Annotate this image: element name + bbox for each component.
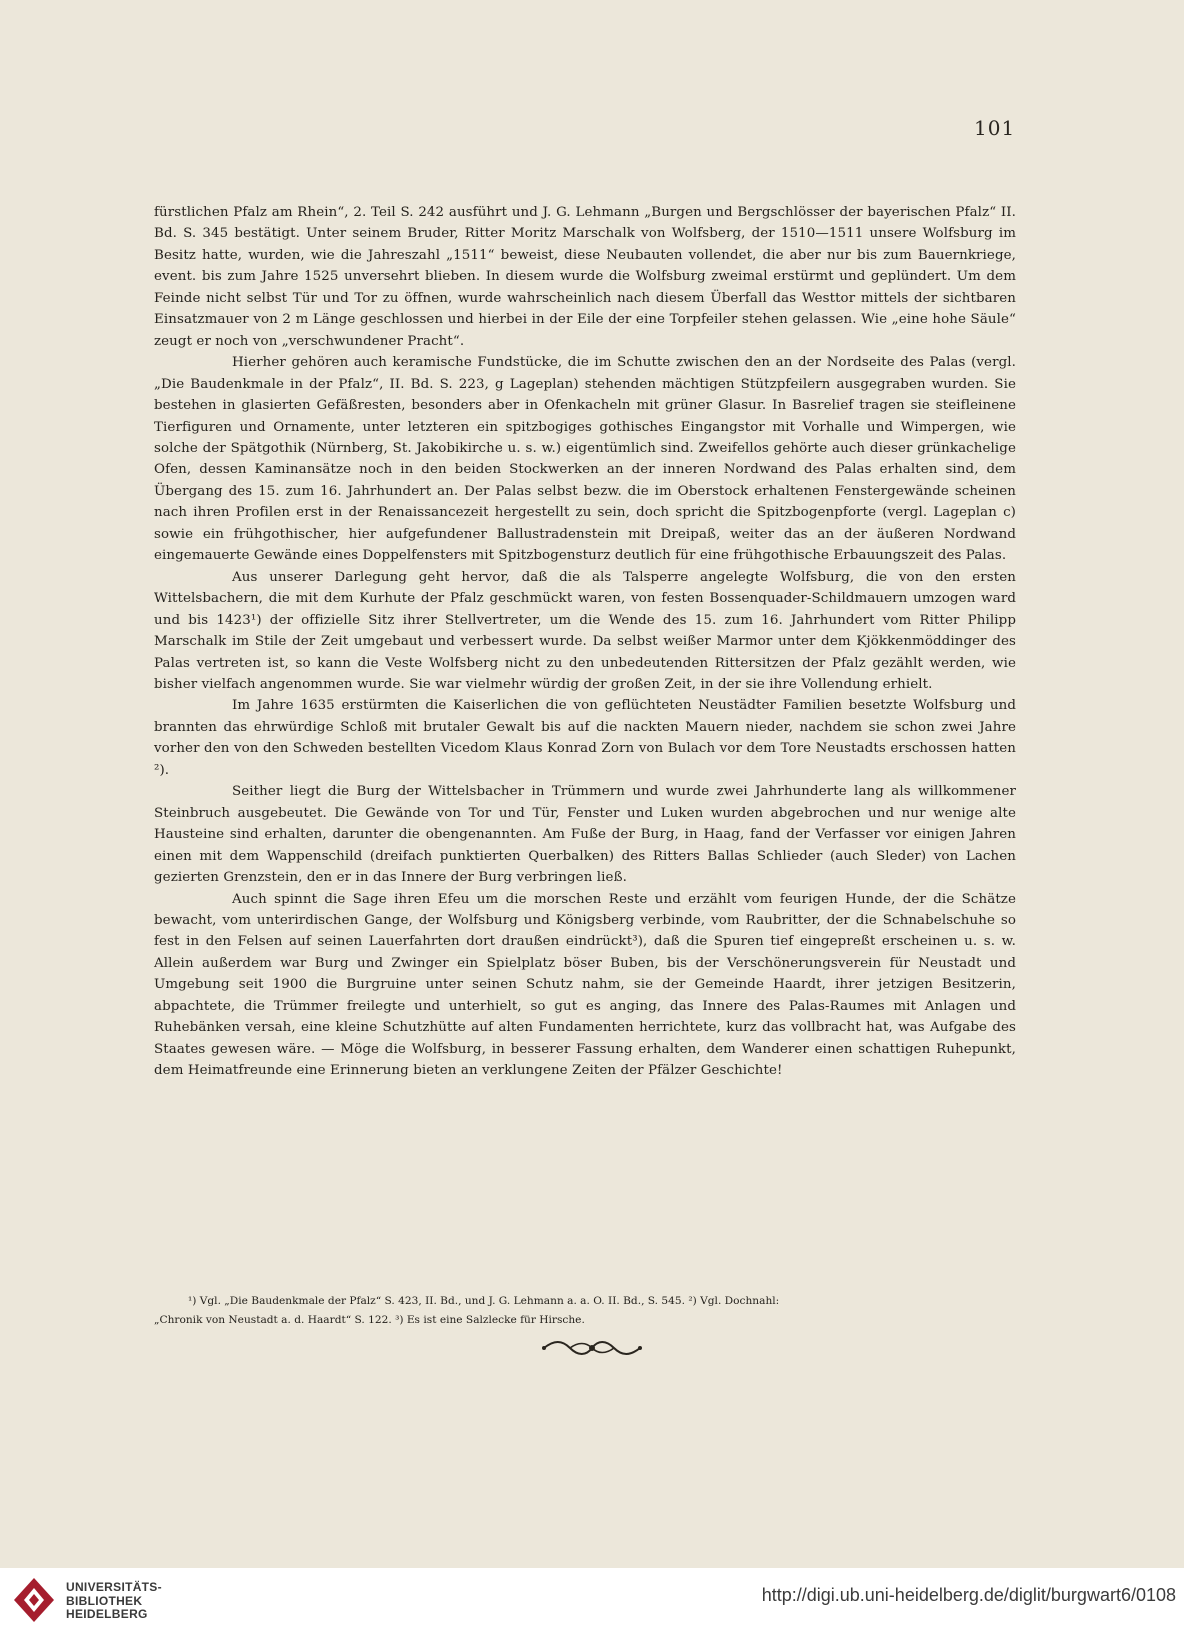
paragraph-3: Aus unserer Darlegung geht hervor, daß die als Talsperre angelegte Wolfsburg, die von den ersten Wittelsbachern, die mit dem Kurhute der Pfalz geschmückt waren, von festen Bossenquader-Schildmauern umzogen ward und bis 1423¹) der offizielle Sitz ihrer Stellvertreter, um die Wende des 15. zum 16. Jahrhundert vom Ritter Philipp Marschalk im Stile der Zeit umgebaut und verbessert wurde. Da selbst weißer Marmor unter dem Kjökkenmöddinger des Palas vertreten ist, so kann die Veste Wolfsberg nicht zu den unbedeutenden Rittersitzen der Pfalz gezählt werden, wie bisher vielfach angenommen wurde. Sie war vielmehr würdig der großen Zeit, in der sie ihre Vollendung erhielt. [154, 569, 1016, 692]
footnotes [154, 1292, 1016, 1330]
end-ornament-icon [540, 1339, 644, 1357]
library-name-line-3: HEIDELBERG [66, 1607, 148, 1621]
library-name-line-2: BIBLIOTHEK [66, 1593, 143, 1608]
paragraph-1: fürstlichen Pfalz am Rhein“, 2. Teil S. 242 ausführt und J. G. Lehmann „Burgen und Bergschlösser der bayerischen Pfalz“ II. Bd. S. 345 bestätigt. Unter seinem Bruder, Ritter Moritz Marschalk von Wolfsberg, der 1510—1511 unsere Wolfsburg im Besitz hatte, wurden, wie die Jahreszahl „1511“ beweist, diese Neubauten vollendet, die aber nur bis zum Bauernkriege, event. bis zum Jahre 1525 unversehrt blieben. In diesem wurde die Wolfsburg zweimal erstürmt und geplündert. Um dem Feinde nicht selbst Tür und Tor zu öffnen, wurde wahrscheinlich nach diesem Überfall das Westtor mittels der sichtbaren Einsatzmauer von 2 m Länge geschlossen und hierbei in der Eile der eine Torpfeiler stehen gelassen. Wie „eine hohe Säule“ zeugt er noch von „verschwundener Pracht“. [154, 205, 1016, 349]
paragraph-4: Im Jahre 1635 erstürmten die Kaiserlichen die von geflüchteten Neustädter Familien besetzte Wolfsburg und brannten das ehrwürdige Schloß mit brutaler Gewalt bis auf die nackten Mauern nieder, nachdem sie schon zwei Jahre vorher den von den Schweden bestellten Vicedom Klaus Konrad Zorn von Bulach vor dem Tore Neustadts erschossen hatten ²). [154, 698, 1016, 778]
library-logo-icon [8, 1574, 60, 1626]
library-name [66, 1581, 162, 1622]
paragraph-6: Auch spinnt die Sage ihren Efeu um die morschen Reste und erzählt vom feurigen Hunde, der die Schätze bewacht, vom unterirdischen Gange, der Wolfsburg und Königsberg verbinde, vom Raubritter, der die Schnabelschuhe so fest in den Felsen auf seinen Lauerfahrten dort draußen eindrückt³), daß die Spuren tief eingepreßt erscheinen u. s. w. Allein außerdem war Burg und Zwinger ein Spielplatz böser Buben, bis der Verschönerungsverein für Neustadt und Umgebung seit 1900 die Burgruine unter seinen Schutz nahm, sie der Gemeinde Haardt, ihrer jetzigen Besitzerin, abpachtete, die Trümmer freilegte und unterhielt, so gut es anging, das Innere des Palas-Raumes mit Anlagen und Ruhebänken versah, eine kleine Schutzhütte auf alten Fundamenten herrichtete, kurz das vollbracht hat, was Aufgabe des Staates gewesen wäre. — Möge die Wolfsburg, in besserer Fassung erhalten, dem Wanderer einen schattigen Ruhepunkt, dem Heimatfreunde eine Erinnerung bieten an verklungene Zeiten der Pfälzer Geschichte! [154, 891, 1016, 1079]
footnote-line-1: ¹) Vgl. „Die Baudenkmale der Pfalz“ S. 423, II. Bd., und J. G. Lehmann a. a. O. II. Bd., S. 545. ²) Vgl. Dochnahl: [188, 1295, 780, 1307]
page-number: 101 [974, 116, 1016, 140]
body-text [154, 202, 1016, 1082]
library-name-line-1: UNIVERSITÄTS- [66, 1580, 162, 1594]
footnote-line-2: „Chronik von Neustadt a. d. Haardt“ S. 122. ³) Es ist eine Salzlecke für Hirsche. [154, 1314, 585, 1326]
paragraph-5: Seither liegt die Burg der Wittelsbacher in Trümmern und wurde zwei Jahrhunderte lang als willkommener Steinbruch ausgebeutet. Die Gewände von Tor und Tür, Fenster und Luken wurden abgebrochen und nur wenige alte Hausteine sind erhalten, darunter die obengenannten. Am Fuße der Burg, in Haag, fand der Verfasser vor einigen Jahren einen mit dem Wappenschild (dreifach punktierten Querbalken) des Ritters Ballas Schlieder (auch Sleder) von Lachen gezierten Grenzstein, den er in das Innere der Burg verbringen ließ. [154, 784, 1016, 886]
footer-bar [0, 1568, 1184, 1651]
paragraph-2: Hierher gehören auch keramische Fundstücke, die im Schutte zwischen den an der Nordseite des Palas (vergl. „Die Baudenkmale in der Pfalz“, II. Bd. S. 223, g Lageplan) stehenden mächtigen Stützpfeilern ausgegraben wurden. Sie bestehen in glasierten Gefäßresten, besonders aber in Ofenkacheln mit grüner Glasur. In Basrelief tragen sie steifleinene Tierfiguren und Ornamente, unter letzteren ein spitzbogiges gothisches Eingangstor mit Vorhalle und Wimpergen, wie solche der Spätgothik (Nürnberg, St. Jakobikirche u. s. w.) eigentümlich sind. Zweifellos gehörte auch dieser grünkachelige Ofen, dessen Kaminansätze noch in den beiden Stockwerken an der inneren Nordwand des Palas erhalten sind, dem Übergang des 15. zum 16. Jahrhundert an. Der Palas selbst bezw. die im Oberstock erhaltenen Fenstergewände scheinen nach ihren Profilen erst in der Renaissancezeit hergestellt zu sein, doch spricht die Spitzbogenpforte (vergl. Lageplan c) sowie ein frühgothischer, hier aufgefundener Ballustradenstein mit Dreipaß, weiter das an der äußeren Nordwand eingemauerte Gewände eines Doppelfensters mit Spitzbogensturz deutlich für eine frühgothische Erbauungszeit des Palas. [154, 355, 1016, 564]
source-url-link[interactable]: http://digi.ub.uni-heidelberg.de/diglit/burgwart6/0108 [761, 1585, 1176, 1605]
